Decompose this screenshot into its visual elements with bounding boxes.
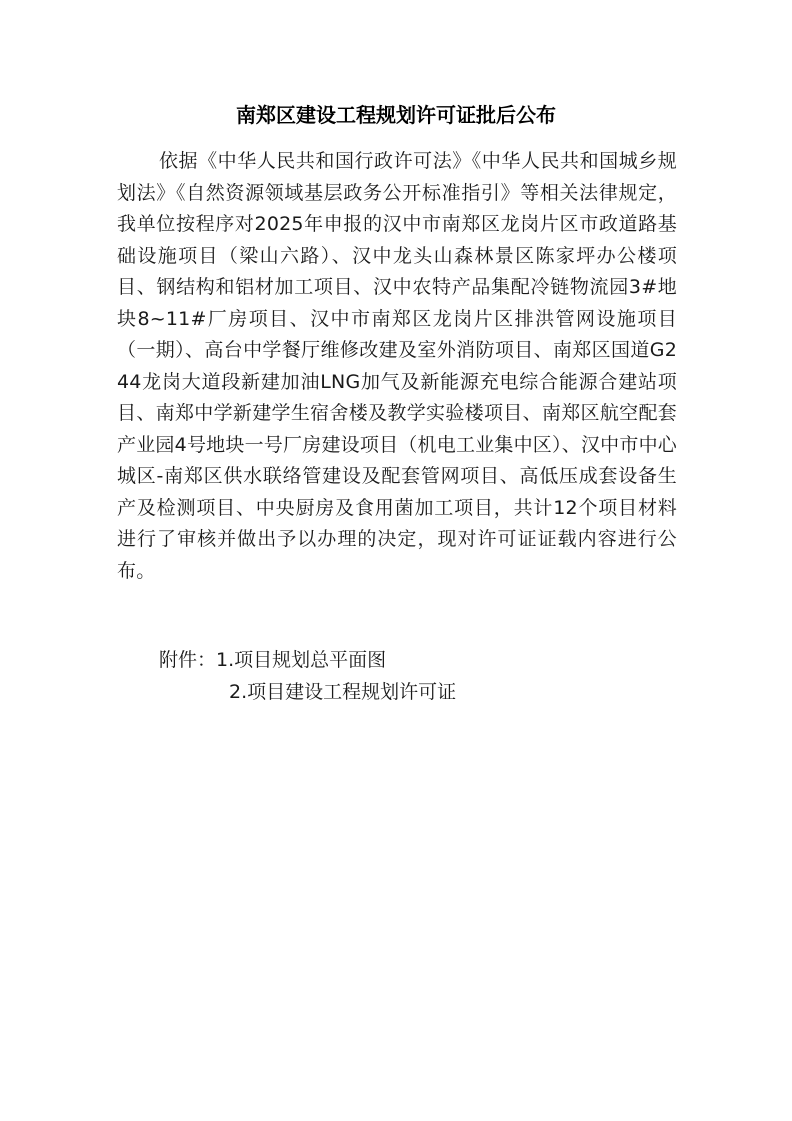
attachment-row-1 — [159, 645, 456, 677]
attachments-label: 附件： — [159, 649, 217, 671]
attachments-section — [159, 645, 456, 708]
attachment-row-2 — [159, 677, 456, 709]
attachment-item-1: 1.项目规划总平面图 — [216, 649, 387, 671]
attachment-item-2: 2.项目建设工程规划许可证 — [229, 680, 457, 703]
document-body-paragraph: 依据《中华人民共和国行政许可法》《中华人民共和国城乡规划法》《自然资源领域基层政务公开标准指引》等相关法律规定，我单位按程序对2025年申报的汉中市南郑区龙岗片区市政道路基础设施项目（梁山六路）、汉中龙头山森林景区陈家坪办公楼项目、钢结构和铝材加工项目、汉中农特产品集配冷链物流园3#地块8~11#厂房项目、汉中市南郑区龙岗片区排洪管网设施项目（一期）、高台中学餐厅维修改建及室外消防项目、南郑区国道G244龙岗大道段新建加油LNG加气及新能源充电综合能源合建站项目、南郑中学新建学生宿舍楼及教学实验楼项目、南郑区航空配套产业园4号地块一号厂房建设项目（机电工业集中区）、汉中市中心城区-南郑区供水联络管建设及配套管网项目、高低压成套设备生产及检测项目、中央厨房及食用菌加工项目，共计12个项目材料进行了审核并做出予以办理的决定，现对许可证证载内容进行公布。 — [117, 150, 677, 582]
document-title: 南郑区建设工程规划许可证批后公布 — [236, 103, 556, 127]
